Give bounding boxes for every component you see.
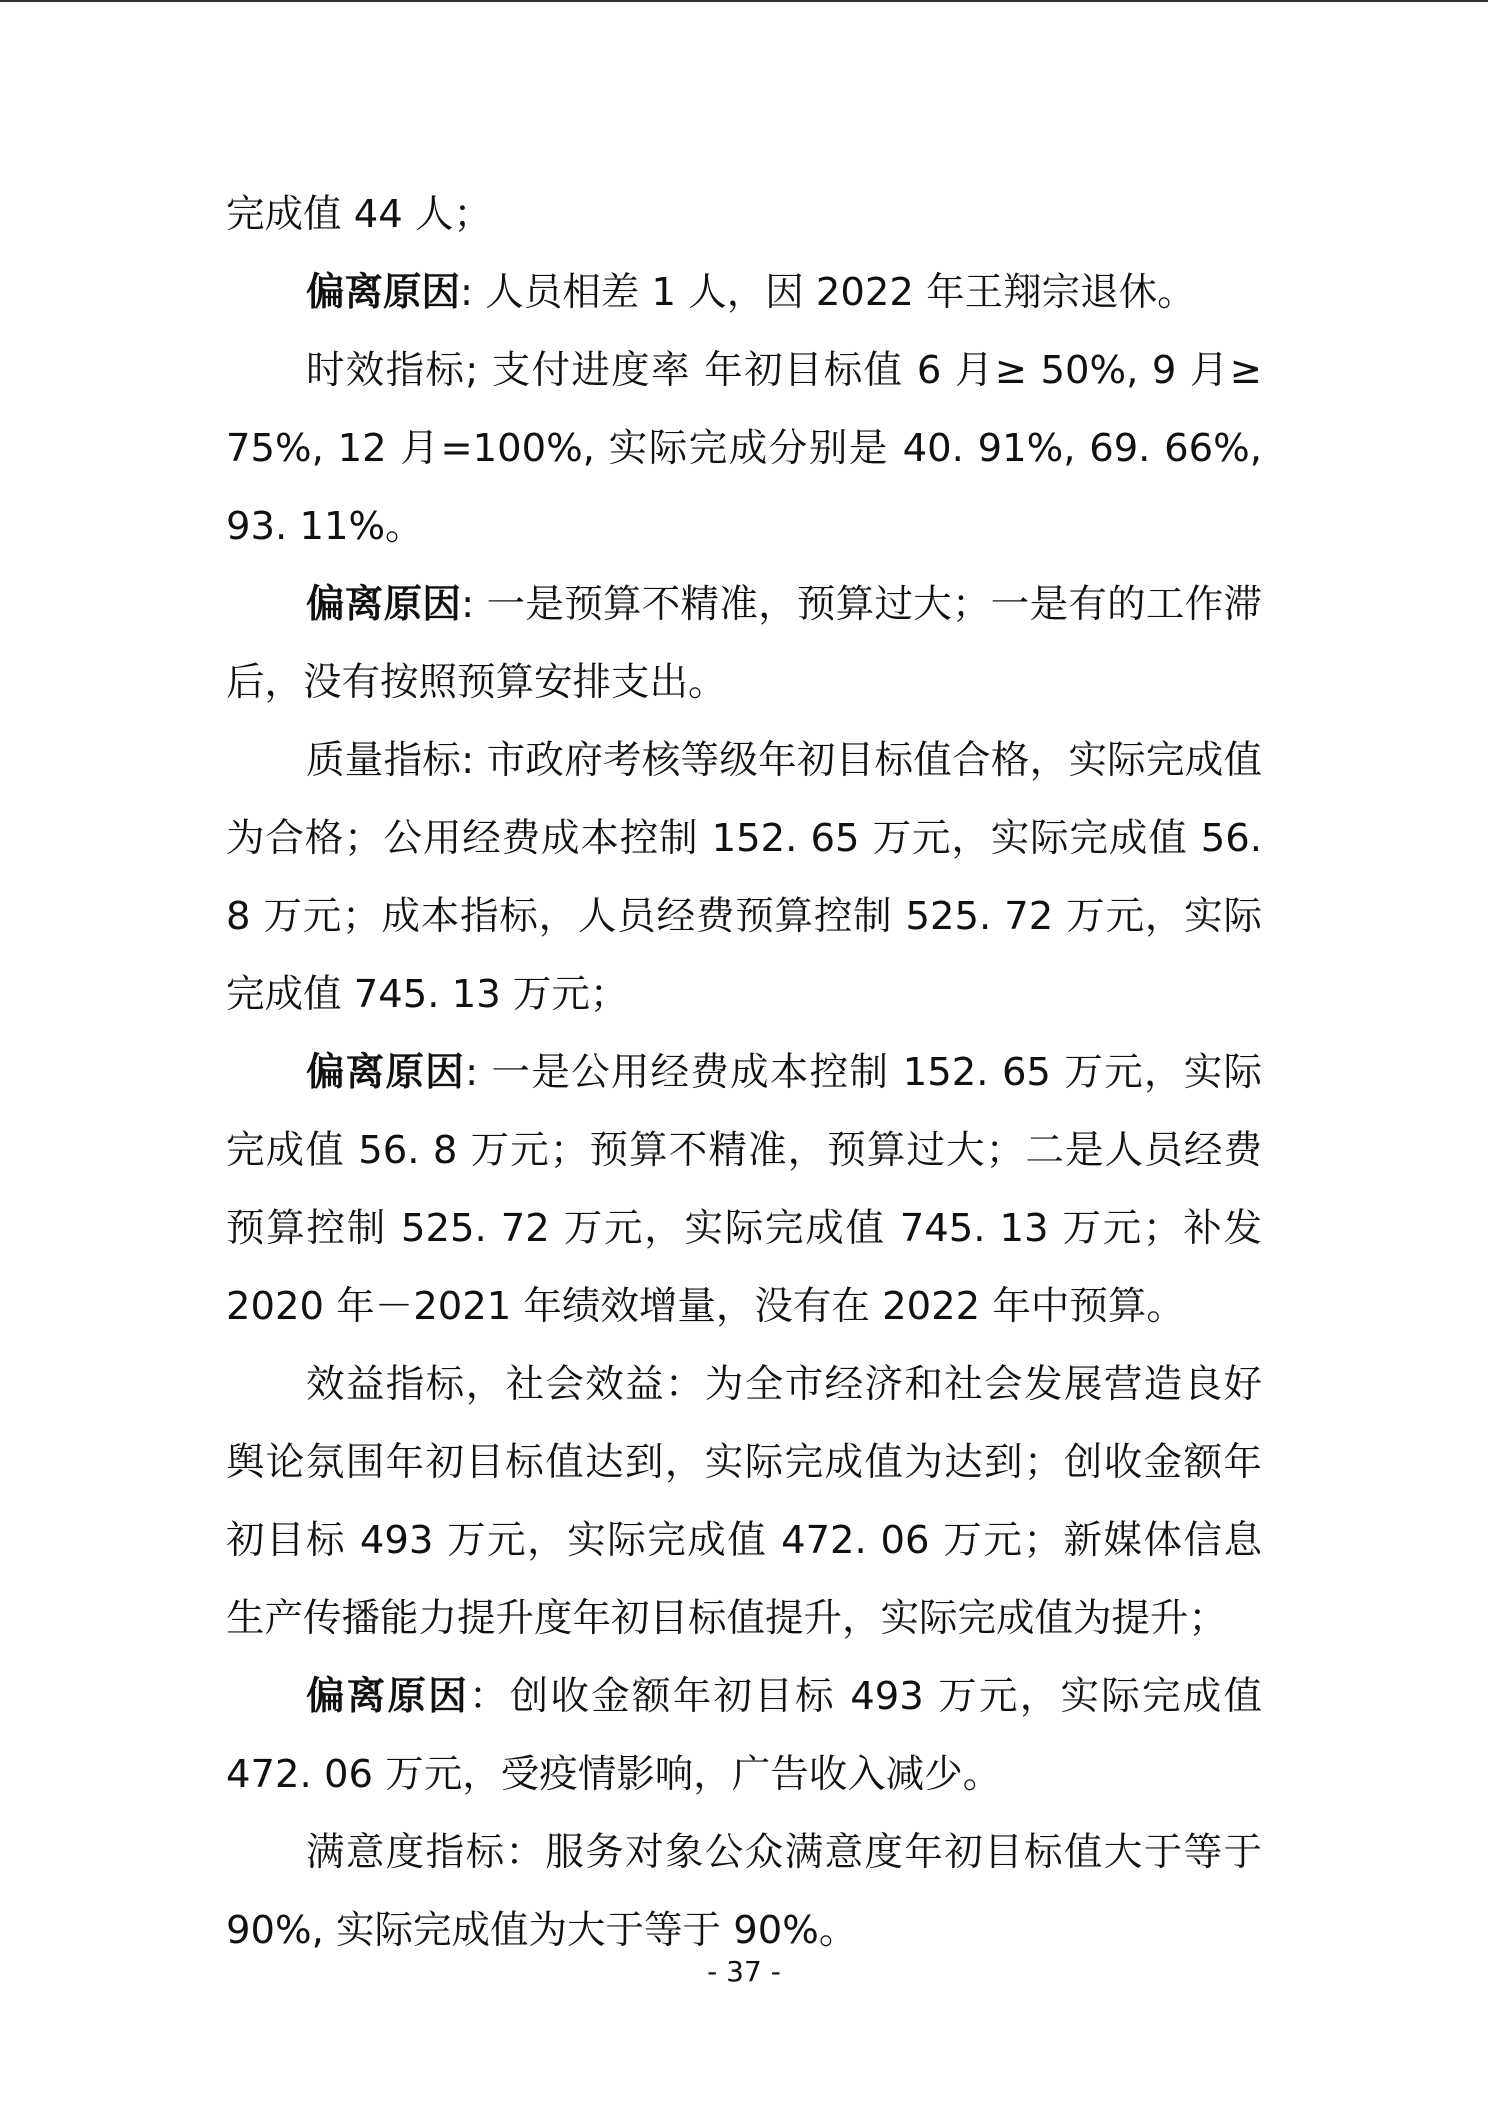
deviation-reason-label: 偏离原因: [306, 1050, 466, 1095]
deviation-reason-label: 偏离原因: [306, 582, 462, 627]
paragraph-staff-count: 完成值 44 人；: [226, 192, 492, 237]
paragraph-deviation-reason-timeliness: 偏离原因: 一是预算不精准，预算过大；一是有的工作滞后，没有按照预算安排支出。: [226, 582, 1262, 705]
deviation-reason-label: 偏离原因: [306, 270, 461, 315]
paragraph-deviation-reason-revenue: 偏离原因：创收金额年初目标 493 万元，实际完成值 472. 06 万元，受疫情影响，广告收入减少。: [226, 1674, 1262, 1797]
paragraph-satisfaction-indicator: 满意度指标：服务对象公众满意度年初目标值大于等于 90%, 实际完成值为大于等于 90%。: [226, 1830, 1262, 1953]
top-border-line: [0, 0, 1488, 2]
paragraph-benefit-indicator: 效益指标，社会效益：为全市经济和社会发展营造良好舆论氛围年初目标值达到，实际完成值为达到；创收金额年初目标 493 万元，实际完成值 472. 06 万元；新媒体信息生产传播能力提升度年初目标值提升，实际完成值为提升；: [226, 1362, 1262, 1641]
paragraph-quality-indicator: 质量指标: 市政府考核等级年初目标值合格，实际完成值为合格；公用经费成本控制 152. 65 万元，实际完成值 56. 8 万元；成本指标，人员经费预算控制 525. 72 万元，实际完成值 745. 13 万元；: [226, 738, 1262, 1017]
page-number: - 37 -: [707, 1955, 781, 1988]
deviation-reason-label: 偏离原因: [306, 1674, 470, 1719]
paragraph-deviation-reason-staff: 偏离原因: 人员相差 1 人，因 2022 年王翔宗退休。: [306, 270, 1196, 315]
paragraph-timeliness-indicator: 时效指标; 支付进度率 年初目标值 6 月≥ 50%, 9 月≥ 75%, 12 月=100%, 实际完成分别是 40. 91%, 69. 66%, 93. 11%。: [226, 348, 1262, 549]
paragraph-deviation-reason-cost: 偏离原因: 一是公用经费成本控制 152. 65 万元，实际完成值 56. 8 万元；预算不精准，预算过大；二是人员经费预算控制 525. 72 万元，实际完成值 745. 13 万元；补发 2020 年－2021 年绩效增量，没有在 2022 年中预算。: [226, 1050, 1262, 1329]
document-body: [226, 176, 1262, 1970]
